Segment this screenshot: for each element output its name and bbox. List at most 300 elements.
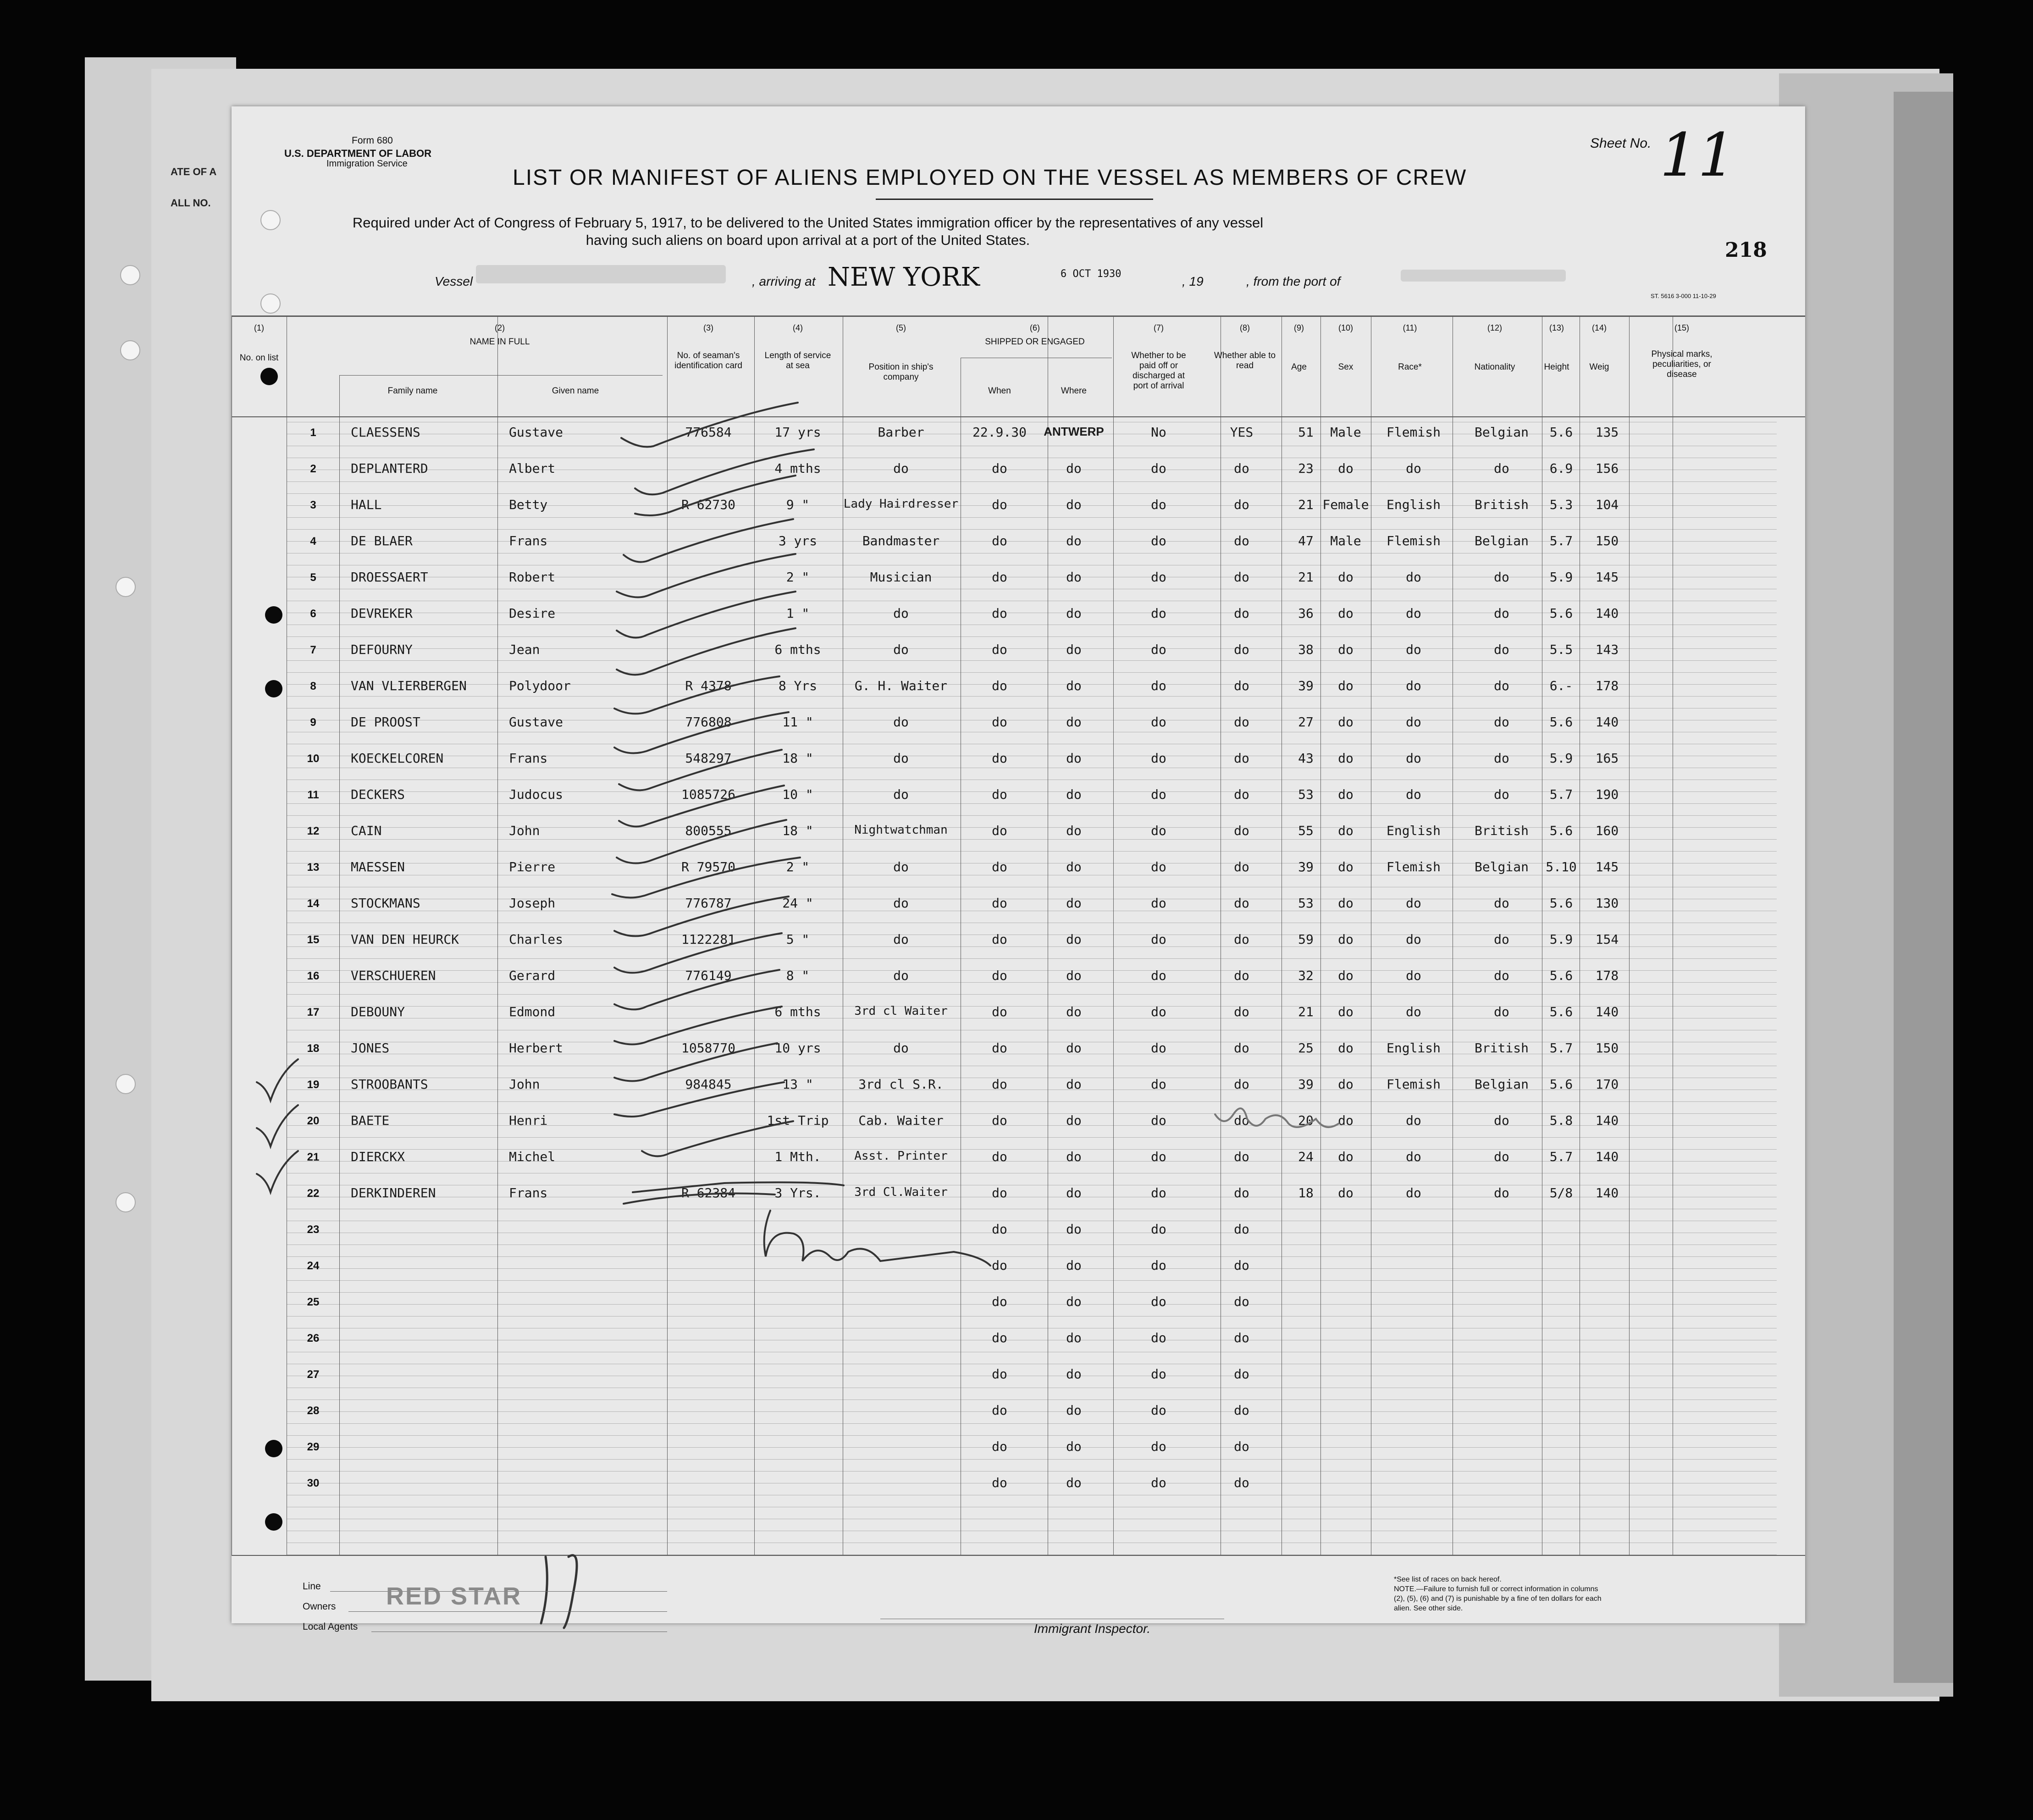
page-subtitle: Required under Act of Congress of February 5, 1917, to be delivered to the United States immigration officer by the representatives of any vessel having such aliens on board upon arrival at a port of the United States.: [352, 215, 1264, 248]
height-cell: 5.5: [1549, 642, 1573, 657]
date-stamp: 6 OCT 1930: [1061, 268, 1121, 280]
service-length-cell: 2 ": [786, 570, 810, 585]
shipped-when-header: When: [988, 386, 1011, 396]
column-number: (13): [1549, 323, 1564, 332]
paid-off-cell: do: [1151, 859, 1166, 874]
row-number: 2: [310, 463, 316, 475]
race-cell: do: [1406, 787, 1421, 802]
races-note: *See list of races on back hereof.: [1394, 1576, 1502, 1583]
id-card-cell: 984845: [685, 1077, 732, 1092]
family-name-cell: DEPLANTERD: [351, 461, 428, 476]
service-length-cell: 1 Mth.: [774, 1149, 821, 1164]
race-cell: do: [1406, 461, 1421, 476]
able-to-read-cell: do: [1234, 1185, 1249, 1200]
row-number: 14: [307, 897, 320, 910]
column-number: (9): [1294, 323, 1304, 332]
weight-cell: 145: [1595, 570, 1619, 585]
sex-cell: do: [1338, 968, 1353, 983]
shipped-when-cell: do: [992, 932, 1007, 947]
race-cell: do: [1406, 968, 1421, 983]
height-cell: 5.8: [1549, 1113, 1573, 1128]
shipped-when-cell: do: [992, 606, 1007, 621]
sex-cell: do: [1338, 859, 1353, 874]
nationality-cell: British: [1474, 1040, 1529, 1056]
form-number: Form 680: [352, 135, 393, 146]
shipped-where-cell: do: [1066, 570, 1082, 585]
row-number: 29: [307, 1441, 320, 1453]
column-number: (7): [1154, 323, 1164, 332]
form-reference: ST. 5616 3-000 11-10-29: [1651, 293, 1716, 299]
weight-cell: 130: [1595, 896, 1619, 911]
shipped-when-cell: do: [992, 1113, 1007, 1128]
row-number: 9: [310, 716, 316, 729]
service-length-cell: 2 ": [786, 859, 810, 874]
line-stamp: RED STAR: [386, 1582, 522, 1610]
position-cell: 3rd cl Waiter: [854, 1004, 948, 1018]
column-header: Length of service at sea: [764, 351, 831, 371]
column-header: Position in ship's company: [868, 362, 934, 382]
age-cell: 21: [1298, 497, 1314, 512]
position-cell: 3rd Cl.Waiter: [854, 1185, 948, 1199]
position-cell: Barber: [878, 425, 924, 440]
family-name-cell: VERSCHUEREN: [351, 968, 436, 983]
paid-off-cell: do: [1151, 678, 1166, 693]
shipped-where-cell: do: [1066, 1077, 1082, 1092]
position-cell: do: [893, 461, 909, 476]
column-number: (3): [703, 323, 713, 332]
shipped-when-cell: do: [992, 787, 1007, 802]
row-number: 15: [307, 934, 320, 946]
height-cell: 5.6: [1549, 714, 1573, 730]
height-cell: 6.-: [1549, 678, 1573, 693]
shipped-when-cell: do: [992, 497, 1007, 512]
shipped-when-cell: do: [992, 678, 1007, 693]
given-name-cell: Gustave: [509, 714, 563, 730]
position-cell: Nightwatchman: [854, 823, 948, 837]
inspector-label: Immigrant Inspector.: [1034, 1621, 1151, 1636]
column-number: (14): [1591, 323, 1607, 332]
column-header: Whether able to read: [1214, 351, 1276, 371]
given-name-cell: Joseph: [509, 896, 556, 911]
shipped-when-cell: do: [992, 1004, 1007, 1019]
shipped-where-cell: do: [1066, 1366, 1082, 1382]
position-cell: 3rd cl S.R.: [858, 1077, 944, 1092]
row-number: 30: [307, 1477, 320, 1489]
service-length-cell: 1st Trip: [767, 1113, 829, 1128]
id-card-cell: R 62730: [681, 497, 735, 512]
weight-cell: 178: [1595, 678, 1619, 693]
from-port-label: , from the port of: [1246, 274, 1341, 288]
column-header: Sex: [1338, 362, 1353, 372]
service-length-cell: 18 ": [782, 751, 813, 766]
family-name-cell: BAETE: [351, 1113, 390, 1128]
race-cell: do: [1406, 606, 1421, 621]
shipped-when-cell: do: [992, 968, 1007, 983]
weight-cell: 140: [1595, 1113, 1619, 1128]
paid-off-cell: do: [1151, 968, 1166, 983]
family-name-cell: HALL: [351, 497, 382, 512]
position-cell: do: [893, 968, 909, 983]
id-card-cell: 1122281: [681, 932, 735, 947]
service-length-cell: 3 yrs: [778, 533, 818, 548]
id-card-cell: R 4378: [685, 678, 732, 693]
able-to-read-cell: do: [1234, 570, 1249, 585]
age-cell: 25: [1298, 1040, 1314, 1056]
shipped-where-cell: do: [1066, 1004, 1082, 1019]
nationality-cell: do: [1494, 1149, 1509, 1164]
shipped-when-cell: 22.9.30: [972, 425, 1027, 440]
shipped-when-cell: do: [992, 896, 1007, 911]
weight-cell: 178: [1595, 968, 1619, 983]
position-cell: do: [893, 1040, 909, 1056]
race-cell: do: [1406, 1113, 1421, 1128]
shipped-when-cell: do: [992, 1294, 1007, 1309]
able-to-read-cell: do: [1234, 859, 1249, 874]
service-length-cell: 10 ": [782, 787, 813, 802]
paid-off-cell: No: [1151, 425, 1166, 440]
column-header: No. of seaman's identification card: [674, 351, 742, 371]
given-name-cell: Henri: [509, 1113, 548, 1128]
sex-cell: do: [1338, 642, 1353, 657]
age-cell: 53: [1298, 787, 1314, 802]
line-label: Line: [303, 1581, 321, 1592]
able-to-read-cell: do: [1234, 642, 1249, 657]
height-cell: 5.7: [1549, 1040, 1573, 1056]
height-cell: 5.6: [1549, 606, 1573, 621]
sex-cell: do: [1338, 678, 1353, 693]
nationality-cell: do: [1494, 932, 1509, 947]
side-text-2: ALL NO.: [171, 197, 211, 209]
row-number: 17: [307, 1006, 320, 1018]
race-cell: English: [1386, 823, 1441, 838]
height-cell: 6.9: [1549, 461, 1573, 476]
age-cell: 21: [1298, 1004, 1314, 1019]
given-name-cell: Charles: [509, 932, 563, 947]
nationality-cell: do: [1494, 1185, 1509, 1200]
family-name-cell: DE BLAER: [351, 533, 413, 548]
id-card-cell: R 79570: [681, 859, 735, 874]
able-to-read-cell: do: [1234, 932, 1249, 947]
weight-cell: 150: [1595, 1040, 1619, 1056]
service-name: Immigration Service: [326, 159, 408, 169]
age-cell: 39: [1298, 1077, 1314, 1092]
shipped-where-cell: do: [1066, 1403, 1082, 1418]
family-name-cell: STROOBANTS: [351, 1077, 428, 1092]
weight-cell: 160: [1595, 823, 1619, 838]
paid-off-cell: do: [1151, 1294, 1166, 1309]
able-to-read-cell: YES: [1230, 425, 1254, 440]
paid-off-cell: do: [1151, 1258, 1166, 1273]
race-cell: do: [1406, 570, 1421, 585]
age-cell: 32: [1298, 968, 1314, 983]
page-number: 218: [1725, 238, 1767, 262]
shipped-where-cell: do: [1066, 1222, 1082, 1237]
able-to-read-cell: do: [1234, 1439, 1249, 1454]
nationality-cell: Belgian: [1474, 1077, 1529, 1092]
family-name-cell: MAESSEN: [351, 859, 405, 874]
shipped-where-cell: do: [1066, 497, 1082, 512]
shipped-when-cell: do: [992, 1330, 1007, 1345]
fine-note: NOTE.—Failure to furnish full or correct information in columns (2), (5), (6) and (7) is punishable by a fine of ten dollars for each alien. See other side.: [1394, 1585, 1602, 1612]
shipped-when-cell: do: [992, 1258, 1007, 1273]
age-cell: 59: [1298, 932, 1314, 947]
sex-cell: do: [1338, 461, 1353, 476]
shipped-when-cell: do: [992, 533, 1007, 548]
id-card-cell: 548297: [685, 751, 732, 766]
shipped-when-cell: do: [992, 570, 1007, 585]
race-cell: Flemish: [1386, 1077, 1441, 1092]
family-name-cell: CAIN: [351, 823, 382, 838]
paid-off-cell: do: [1151, 461, 1166, 476]
column-header: Height: [1544, 362, 1569, 372]
age-cell: 27: [1298, 714, 1314, 730]
given-name-cell: Judocus: [509, 787, 563, 802]
sex-cell: Male: [1330, 425, 1361, 440]
row-number: 5: [310, 571, 316, 584]
paid-off-cell: do: [1151, 1040, 1166, 1056]
able-to-read-cell: do: [1234, 714, 1249, 730]
service-length-cell: 24 ": [782, 896, 813, 911]
race-cell: do: [1406, 751, 1421, 766]
age-cell: 47: [1298, 533, 1314, 548]
paid-off-cell: do: [1151, 1366, 1166, 1382]
id-card-cell: 800555: [685, 823, 732, 838]
service-length-cell: 9 ": [786, 497, 810, 512]
height-cell: 5.6: [1549, 425, 1573, 440]
column-header: Whether to be paid off or discharged at port of arrival: [1131, 351, 1186, 391]
given-name-cell: Robert: [509, 570, 556, 585]
nationality-cell: do: [1494, 606, 1509, 621]
shipped-where-cell: do: [1066, 678, 1082, 693]
sex-cell: do: [1338, 823, 1353, 838]
able-to-read-cell: do: [1234, 823, 1249, 838]
arriving-label: , arriving at: [752, 274, 816, 288]
column-number: (11): [1403, 323, 1417, 332]
row-number: 16: [307, 970, 320, 982]
shipped-where-cell: do: [1066, 606, 1082, 621]
position-cell: do: [893, 859, 909, 874]
able-to-read-cell: do: [1234, 1330, 1249, 1345]
weight-cell: 140: [1595, 606, 1619, 621]
column-header: Physical marks, peculiarities, or disease: [1651, 349, 1713, 379]
shipped-where-cell: do: [1066, 533, 1082, 548]
shipped-when-cell: do: [992, 1475, 1007, 1490]
nationality-cell: do: [1494, 968, 1509, 983]
row-number: 19: [307, 1079, 320, 1091]
nationality-cell: British: [1474, 497, 1529, 512]
age-cell: 21: [1298, 570, 1314, 585]
family-name-cell: JONES: [351, 1040, 390, 1056]
shipped-where-cell: do: [1066, 823, 1082, 838]
able-to-read-cell: do: [1234, 1403, 1249, 1418]
age-cell: 53: [1298, 896, 1314, 911]
row-number: 27: [307, 1368, 320, 1381]
age-cell: 20: [1298, 1113, 1314, 1128]
paid-off-cell: do: [1151, 896, 1166, 911]
given-name-cell: Frans: [509, 533, 548, 548]
column-number: (4): [793, 323, 803, 332]
paid-off-cell: do: [1151, 1113, 1166, 1128]
position-cell: G. H. Waiter: [854, 678, 948, 693]
id-card-cell: 776584: [685, 425, 732, 440]
nationality-cell: do: [1494, 570, 1509, 585]
row-number: 1: [310, 426, 316, 439]
paid-off-cell: do: [1151, 1004, 1166, 1019]
vessel-label: Vessel: [435, 274, 473, 288]
service-length-cell: 8 ": [786, 968, 810, 983]
nationality-cell: do: [1494, 751, 1509, 766]
sheet-number: 11: [1660, 120, 1736, 190]
sex-cell: do: [1338, 714, 1353, 730]
paid-off-cell: do: [1151, 1475, 1166, 1490]
position-cell: do: [893, 896, 909, 911]
paid-off-cell: do: [1151, 823, 1166, 838]
side-text-1: ATE OF A: [171, 166, 217, 177]
given-name-cell: Polydoor: [509, 678, 571, 693]
weight-cell: 104: [1595, 497, 1619, 512]
paid-off-cell: do: [1151, 932, 1166, 947]
shipped-where-cell: do: [1066, 1149, 1082, 1164]
nationality-cell: do: [1494, 1004, 1509, 1019]
sex-cell: do: [1338, 1040, 1353, 1056]
sex-cell: Female: [1322, 497, 1369, 512]
shipped-where-cell: do: [1066, 1294, 1082, 1309]
id-card-cell: 776787: [685, 896, 732, 911]
weight-cell: 150: [1595, 533, 1619, 548]
able-to-read-cell: do: [1234, 533, 1249, 548]
paid-off-cell: do: [1151, 497, 1166, 512]
able-to-read-cell: do: [1234, 461, 1249, 476]
column-number: (10): [1338, 323, 1353, 332]
given-name-cell: Edmond: [509, 1004, 556, 1019]
paid-off-cell: do: [1151, 714, 1166, 730]
row-number: 13: [307, 861, 320, 874]
sex-cell: do: [1338, 1077, 1353, 1092]
family-name-cell: DEBOUNY: [351, 1004, 405, 1019]
weight-cell: 165: [1595, 751, 1619, 766]
column-header: NAME IN FULL: [470, 337, 530, 347]
able-to-read-cell: do: [1234, 1222, 1249, 1237]
given-name-cell: Gerard: [509, 968, 556, 983]
paid-off-cell: do: [1151, 642, 1166, 657]
sex-cell: do: [1338, 751, 1353, 766]
owners-label: Owners: [303, 1601, 336, 1612]
able-to-read-cell: do: [1234, 678, 1249, 693]
given-name-cell: Herbert: [509, 1040, 563, 1056]
column-number: (15): [1674, 323, 1689, 332]
page-title: LIST OR MANIFEST OF ALIENS EMPLOYED ON THE VESSEL AS MEMBERS OF CREW: [513, 166, 1467, 190]
paid-off-cell: do: [1151, 570, 1166, 585]
age-cell: 43: [1298, 751, 1314, 766]
nationality-cell: do: [1494, 642, 1509, 657]
shipped-where-cell: do: [1066, 896, 1082, 911]
paid-off-cell: do: [1151, 1222, 1166, 1237]
height-cell: 5.9: [1549, 751, 1573, 766]
shipped-where-header: Where: [1061, 386, 1087, 396]
race-cell: Flemish: [1386, 859, 1441, 874]
id-card-cell: 1058770: [681, 1040, 735, 1056]
shipped-where-cell: do: [1066, 787, 1082, 802]
weight-cell: 190: [1595, 787, 1619, 802]
arrival-port: NEW YORK: [828, 262, 980, 292]
given-name-cell: Betty: [509, 497, 548, 512]
given-name-cell: Albert: [509, 461, 556, 476]
weight-cell: 140: [1595, 1185, 1619, 1200]
race-cell: do: [1406, 932, 1421, 947]
able-to-read-cell: do: [1234, 1040, 1249, 1056]
year-label: , 19: [1182, 274, 1204, 288]
row-number: 4: [310, 535, 316, 548]
service-length-cell: 4 mths: [774, 461, 821, 476]
able-to-read-cell: do: [1234, 1258, 1249, 1273]
shipped-when-cell: do: [992, 823, 1007, 838]
nationality-cell: do: [1494, 787, 1509, 802]
position-cell: Asst. Printer: [854, 1149, 948, 1163]
row-number: 11: [307, 789, 319, 801]
shipped-where-cell: do: [1066, 1258, 1082, 1273]
height-cell: 5.7: [1549, 533, 1573, 548]
column-header: Nationality: [1474, 362, 1515, 372]
family-name-cell: KOECKELCOREN: [351, 751, 444, 766]
service-length-cell: 10 yrs: [774, 1040, 821, 1056]
weight-cell: 145: [1595, 859, 1619, 874]
height-cell: 5.6: [1549, 1077, 1573, 1092]
given-name-cell: Michel: [509, 1149, 556, 1164]
family-name-cell: DE PROOST: [351, 714, 420, 730]
nationality-cell: Belgian: [1474, 425, 1529, 440]
family-name-cell: CLAESSENS: [351, 425, 420, 440]
able-to-read-cell: do: [1234, 896, 1249, 911]
paid-off-cell: do: [1151, 1185, 1166, 1200]
shipped-where-cell: do: [1066, 642, 1082, 657]
nationality-cell: Belgian: [1474, 859, 1529, 874]
height-cell: 5/8: [1549, 1185, 1573, 1200]
race-cell: do: [1406, 896, 1421, 911]
column-number: (2): [495, 323, 505, 332]
shipped-where-cell: do: [1066, 1330, 1082, 1345]
sex-cell: do: [1338, 1113, 1353, 1128]
service-length-cell: 5 ": [786, 932, 810, 947]
local-agents-label: Local Agents: [303, 1621, 358, 1632]
column-number: (5): [896, 323, 906, 332]
row-number: 3: [310, 499, 316, 511]
age-cell: 23: [1298, 461, 1314, 476]
paid-off-cell: do: [1151, 1330, 1166, 1345]
height-cell: 5.9: [1549, 932, 1573, 947]
shipped-where-cell: do: [1066, 751, 1082, 766]
height-cell: 5.3: [1549, 497, 1573, 512]
paid-off-cell: do: [1151, 1439, 1166, 1454]
race-cell: English: [1386, 497, 1441, 512]
family-name-cell: STOCKMANS: [351, 896, 420, 911]
position-cell: do: [893, 751, 909, 766]
given-name-cell: John: [509, 1077, 540, 1092]
age-cell: 24: [1298, 1149, 1314, 1164]
sex-cell: do: [1338, 787, 1353, 802]
sex-cell: do: [1338, 932, 1353, 947]
shipped-when-cell: do: [992, 1439, 1007, 1454]
age-cell: 18: [1298, 1185, 1314, 1200]
weight-cell: 140: [1595, 714, 1619, 730]
service-length-cell: 18 ": [782, 823, 813, 838]
given-name-cell: Frans: [509, 751, 548, 766]
nationality-cell: Belgian: [1474, 533, 1529, 548]
row-number: 7: [310, 644, 316, 656]
paid-off-cell: do: [1151, 533, 1166, 548]
race-cell: do: [1406, 1004, 1421, 1019]
age-cell: 39: [1298, 678, 1314, 693]
row-number: 20: [307, 1115, 320, 1127]
